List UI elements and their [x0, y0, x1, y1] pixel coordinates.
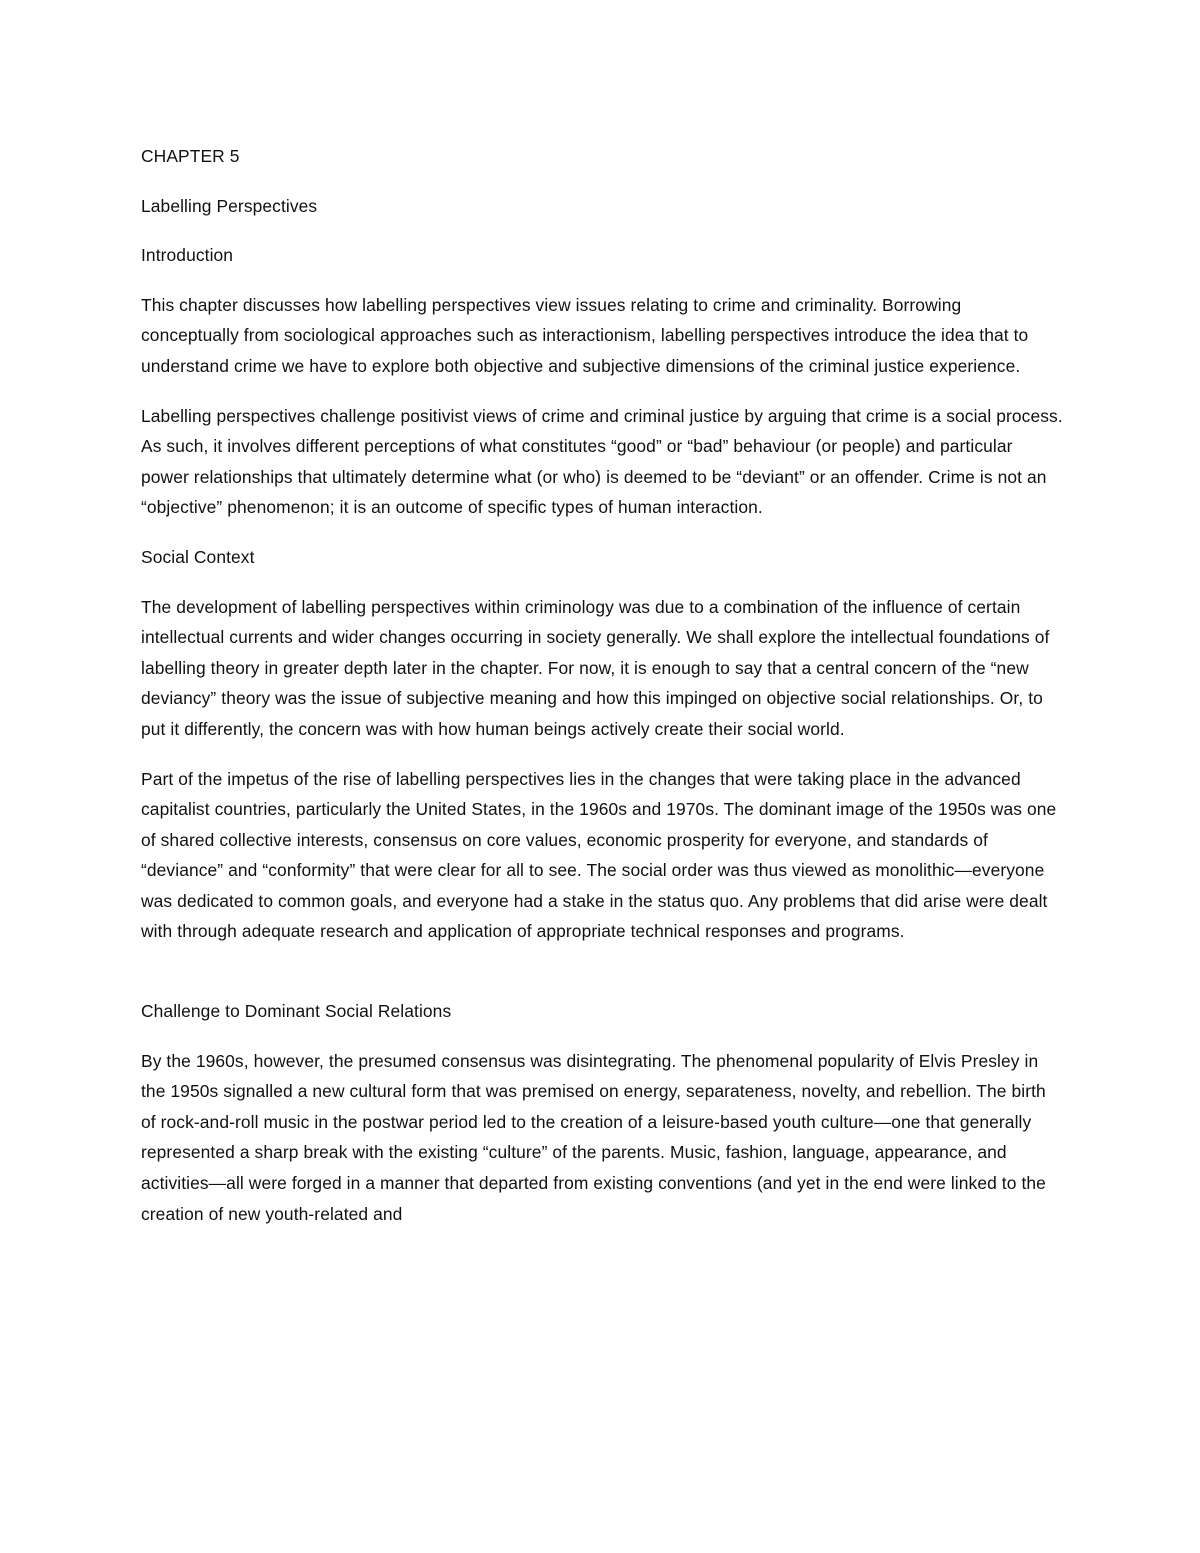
document-body [141, 141, 1063, 1248]
introduction-heading: Introduction [141, 245, 234, 266]
chapter-label: CHAPTER 5 [141, 146, 240, 166]
challenge-heading: Challenge to Dominant Social Relations [141, 1001, 452, 1022]
social-context-paragraph-2: Part of the impetus of the rise of labelling perspectives lies in the changes that were taking place in the advanced capitalist countries, particularly the United States, in the 1960s and 1970s. The dominant image of the 1950s was one of shared collective interests, consensus on core values, economic prosperity for everyone, and standards of “deviance” and “conformity” that were clear for all to see. The social order was thus viewed as monolithic—everyone was dedicated to common goals, and everyone had a stake in the status quo. Any problems that did arise were dealt with through adequate research and application of appropriate technical responses and programs. [141, 768, 1057, 942]
social-context-paragraph-1: The development of labelling perspectives within criminology was due to a combination of the influence of certain intellectual currents and wider changes occurring in society generally. We shall explore the intellectual foundations of labelling theory in greater depth later in the chapter. For now, it is enough to say that a central concern of the “new deviancy” theory was the issue of subjective meaning and how this impinged on objective social relationships. Or, to put it differently, the concern was with how human beings actively create their social world. [141, 596, 1050, 739]
introduction-paragraph-2: Labelling perspectives challenge positivist views of crime and criminal justice by arguing that crime is a social process. As such, it involves different perceptions of what constitutes “good” or “bad” behaviour (or people) and particular power relationships that ultimately determine what (or who) is deemed to be “deviant” or an offender. Crime is not an “objective” phenomenon; it is an outcome of specific types of human interaction. [141, 405, 1063, 518]
chapter-title: Labelling Perspectives [141, 195, 318, 216]
challenge-paragraph-1: By the 1960s, however, the presumed consensus was disintegrating. The phenomenal popularity of Elvis Presley in the 1950s signalled a new cultural form that was premised on energy, separateness, novelty, and rebellion. The birth of rock-and-roll music in the postwar period led to the creation of a leisure-based youth culture—one that generally represented a sharp break with the existing “culture” of the parents. Music, fashion, language, appearance, and activities—all were forged in a manner that departed from existing conventions (and yet in the end were linked to the creation of new youth-related and [141, 1050, 1046, 1224]
social-context-heading: Social Context [141, 546, 255, 567]
introduction-paragraph-1: This chapter discusses how labelling perspectives view issues relating to crime and criminality. Borrowing conceptually from sociological approaches such as interactionism, labelling perspectives introduce the idea that to understand crime we have to explore both objective and subjective dimensions of the criminal justice experience. [141, 294, 1029, 376]
section-spacer [141, 966, 1063, 996]
